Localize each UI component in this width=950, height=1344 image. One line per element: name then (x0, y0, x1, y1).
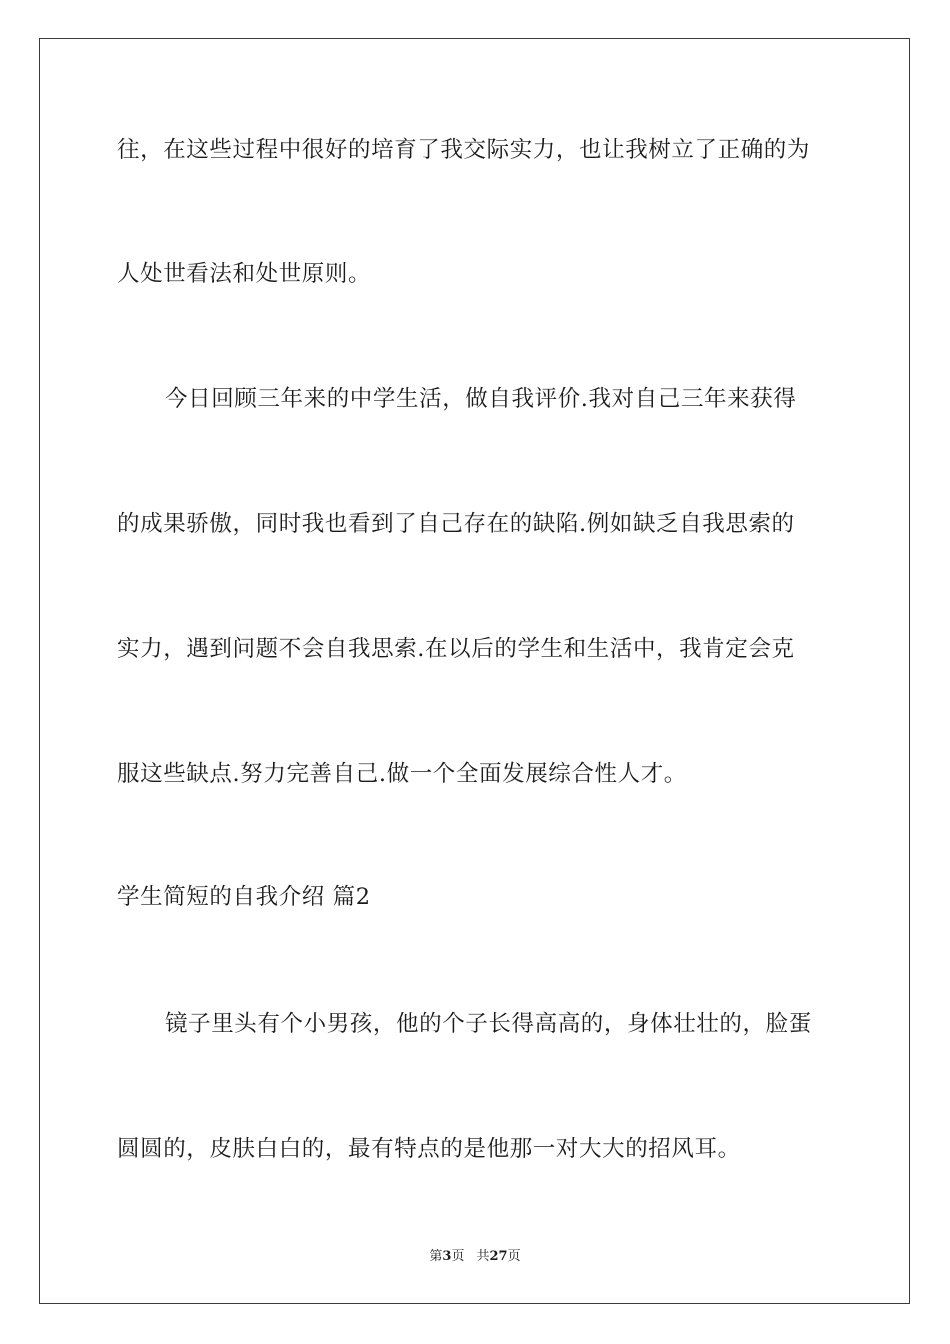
page-suffix: 页 (451, 1249, 465, 1264)
paragraph-line: 的成果骄傲，同时我也看到了自己存在的缺陷.例如缺乏自我思索的 (117, 511, 795, 537)
section-heading: 学生简短的自我介绍 篇2 (117, 884, 371, 910)
total-prefix: 共 (476, 1249, 490, 1264)
paragraph-line: 圆圆的，皮肤白白的，最有特点的是他那一对大大的招风耳。 (117, 1136, 741, 1162)
paragraph-line: 今日回顾三年来的中学生活，做自我评价.我对自己三年来获得 (165, 386, 797, 412)
total-suffix: 页 (507, 1249, 521, 1264)
paragraph-line: 服这些缺点.努力完善自己.做一个全面发展综合性人才。 (117, 761, 687, 787)
paragraph-line: 人处世看法和处世原则。 (117, 261, 372, 287)
paragraph-line: 镜子里头有个小男孩，他的个子长得高高的，身体壮壮的，脸蛋 (165, 1011, 812, 1037)
page-prefix: 第 (429, 1249, 443, 1264)
paragraph-line: 实力，遇到问题不会自我思索.在以后的学生和生活中，我肯定会克 (117, 636, 795, 662)
page-number: 3 (442, 1249, 452, 1264)
page-border (39, 38, 910, 1304)
paragraph-line: 往，在这些过程中很好的培育了我交际实力，也让我树立了正确的为 (117, 137, 811, 163)
total-pages: 27 (489, 1249, 508, 1264)
page-footer (0, 1248, 950, 1266)
